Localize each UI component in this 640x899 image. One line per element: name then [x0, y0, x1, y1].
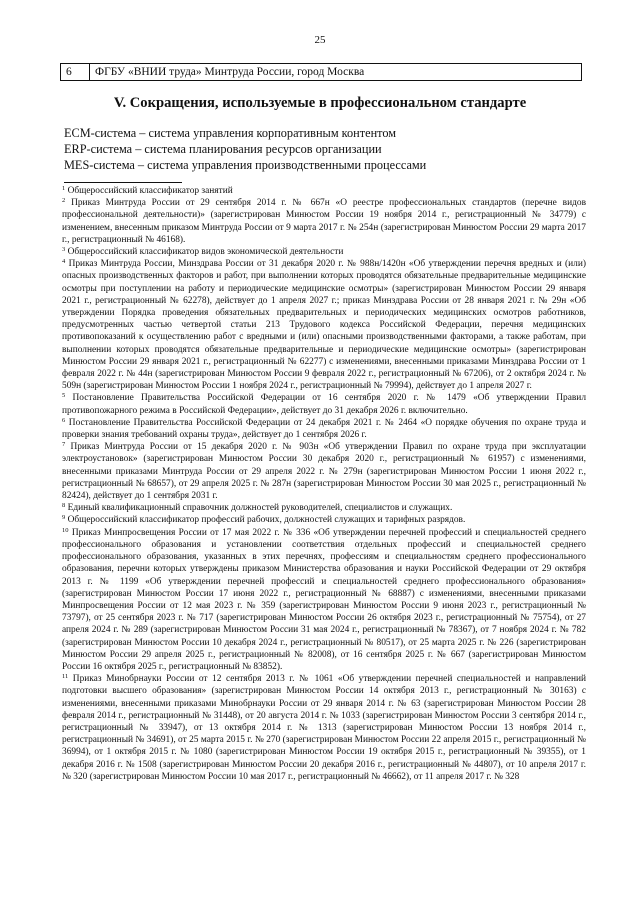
footnote — [62, 185, 586, 197]
footnote-number: 9 — [62, 514, 66, 522]
footnote — [62, 246, 586, 258]
footnote-separator — [64, 182, 182, 183]
page-number: 25 — [314, 34, 326, 46]
footnote-number: 1 — [62, 185, 66, 192]
footnote-number: 10 — [62, 526, 69, 534]
organization-table — [60, 63, 582, 81]
footnote-text: Приказ Минтруда России от 29 сентября 2014 г. № 667н «О реестре профессиональных стандартов (перечне видов профессиональной деятельности)» (зарегистрирован Минюстом России 19 ноября 2014 г., регистрационный № 34779) с изменением, внесенным приказом Минтруда России от 9 марта 2017 г. № 254н (зарегистрирован Минюстом России 29 марта 2017 г., регистрационный № 46168). — [62, 198, 587, 245]
footnote-text: Общероссийский классификатор видов экономической деятельности — [67, 247, 344, 258]
footnote — [62, 673, 586, 783]
footnote-number: 7 — [62, 441, 66, 449]
footnote-text: Постановление Правительства Российской Федерации от 24 декабря 2021 г. № 2464 «О порядке обучения по охране труда и проверки знания требований охраны труда», действует до 1 сентября 2026 г. — [62, 417, 586, 441]
footnote — [62, 441, 586, 502]
footnote — [62, 527, 586, 673]
footnote — [62, 258, 586, 392]
footnote-number: 6 — [62, 416, 66, 424]
footnote-text: Общероссийский классификатор занятий — [67, 186, 233, 196]
footnote — [62, 392, 586, 416]
footnote-text: Приказ Минпросвещения России от 17 мая 2022 г. № 336 «Об утверждении перечней профессий и специальностей среднего профессионального образования и установлении соответствия отдельных профессий и специальностей среднего профессионального образования, указанных в этих перечнях, профессиям и специальностям среднего профессионального образования, перечни которых утверждены приказом Министерства образования и науки Российской Федерации от 29 октября 2013 г. № 1199 «Об утверждении перечней профессий и специальностей среднего профессионального образования» (зарегистрирован Минюстом России 17 июня 2022 г., регистрационный № 68887) с изменениями, внесенными приказами Минпросвещения России от 12 мая 2023 г. № 359 (зарегистрирован Минюстом России 9 июня 2023 г., регистрационный № 73797), от 25 сентября 2023 г. № 717 (зарегистрирован Минюстом России 26 октября 2023 г., регистрационный № 75754), от 27 апреля 2024 г. № 289 (зарегистрирован Минюстом России 31 мая 2024 г., регистрационный № 78367), от 7 ноября 2024 г. № 782 (зарегистрирован Минюстом России 10 декабря 2024 г., регистрационный № 80517), от 25 марта 2025 г. № 226 (зарегистрирован Минюстом России 29 апреля 2025 г., регистрационный № 82008), от 16 сентября 2025 г. № 667 (зарегистрирован Минюстом России 16 октября 2025 г., регистрационный № 83852). — [62, 527, 587, 672]
organization-number: 6 — [61, 64, 90, 81]
footnote — [62, 417, 586, 441]
footnote — [62, 197, 586, 246]
footnote-number: 5 — [62, 392, 66, 400]
footnote-number: 4 — [62, 258, 66, 266]
footnote-number: 11 — [62, 673, 69, 681]
footnote — [62, 502, 586, 514]
footnote-number: 3 — [62, 246, 66, 254]
abbreviation-item: MES-система – система управления производственными процессами — [64, 158, 427, 172]
table-row — [61, 64, 582, 81]
footnote-text: Общероссийский классификатор профессий рабочих, должностей служащих и тарифных разрядов. — [67, 515, 466, 526]
footnote-text: Единый квалификационный справочник должностей руководителей, специалистов и служащих. — [67, 503, 453, 514]
organization-name: ФГБУ «ВНИИ труда» Минтруда России, город Москва — [90, 64, 582, 81]
abbreviation-item: ERP-система – система планирования ресурсов организации — [64, 142, 382, 156]
section-title: V. Сокращения, используемые в профессиональном стандарте — [113, 95, 527, 111]
abbreviation-item: ECM-система – система управления корпоративным контентом — [64, 126, 397, 140]
footnote-number: 8 — [62, 502, 66, 510]
footnote-text: Приказ Минобрнауки России от 12 сентября 2013 г. № 1061 «Об утверждении перечней специальностей и направлений подготовки высшего образования» (зарегистрирован Минюстом России 14 октября 2013 г., регистрационный № 30163) с изменениями, внесенными приказами Минобрнауки России от 29 января 2014 г. № 63 (зарегистрирован Минюстом России 28 февраля 2014 г., регистрационный № 31448), от 20 августа 2014 г. № 1033 (зарегистрирован Минюстом России 3 сентября 2014 г., регистрационный № 33947), от 13 октября 2014 г. № 1313 (зарегистрирован Минюстом России 13 ноября 2014 г., регистрационный № 34691), от 25 марта 2015 г. № 270 (зарегистрирован Минюстом России 22 апреля 2015 г., регистрационный № 36994), от 1 октября 2015 г. № 1080 (зарегистрирован Минюстом России 19 октября 2015 г., регистрационный № 39355), от 1 декабря 2016 г. № 1508 (зарегистрирован Минюстом России 20 декабря 2016 г., регистрационный № 44807), от 10 апреля 2017 г. № 320 (зарегистрирован Минюстом России 10 мая 2017 г., регистрационный № 46662), от 11 апреля 2017 г. № 328 — [62, 674, 586, 782]
footnote — [62, 514, 586, 526]
footnote-text: Приказ Минтруда России от 15 декабря 2020 г. № 903н «Об утверждении Правил по охране труда при эксплуатации электроустановок» (зарегистрирован Минюстом России 30 декабря 2020 г., регистрационный № 61957) с изменениями, внесенными приказами Минтруда России от 29 апреля 2022 г. № 279н (зарегистрирован Минюстом России 1 июня 2022 г., регистрационный № 68657), от 29 апреля 2025 г. № 287н (зарегистрирован Минюстом России 30 мая 2025 г., регистрационный № 82424), действует до 1 сентября 2031 г. — [62, 442, 586, 502]
footnote-text: Постановление Правительства Российской Федерации от 16 сентября 2020 г. № 1479 «Об утверждении Правил противопожарного режима в Российской Федерации», действует до 31 декабря 2026 г. включительно. — [62, 393, 587, 416]
footnote-text: Приказ Минтруда России, Минздрава России от 31 декабря 2020 г. № 988н/1420н «Об утверждении перечня вредных и (или) опасных производственных факторов и работ, при выполнении которых проводятся обязательные предварительные медицинские осмотры при поступлении на работу и периодические медицинские осмотры» (зарегистрирован Минюстом России 29 января 2021 г., регистрационный № 62278), действует до 1 апреля 2027 г.; приказ Минздрава России от 28 января 2021 г. № 29н «Об утверждении Порядка проведения обязательных предварительных и периодических медицинских осмотров работников, предусмотренных частью четвертой статьи 213 Трудового кодекса Российской Федерации, перечня медицинских противопоказаний к осуществлению работ с вредными и (или) опасными производственными факторами, а также работам, при выполнении которых проводятся обязательные предварительные и периодические медицинские осмотры» (зарегистрирован Минюстом России 29 января 2021 г., регистрационный № 62277) с изменениями, внесенными приказами Минздрава России от 1 февраля 2022 г. № 44н (зарегистрирован Минюстом России 9 февраля 2022 г., регистрационный № 67206), от 2 октября 2024 г. № 509н (зарегистрирован Минюстом России 1 ноября 2024 г., регистрационный № 79994), действует до 1 апреля 2027 г. — [62, 259, 586, 392]
footnotes — [62, 185, 586, 783]
footnote-number: 2 — [62, 197, 66, 205]
